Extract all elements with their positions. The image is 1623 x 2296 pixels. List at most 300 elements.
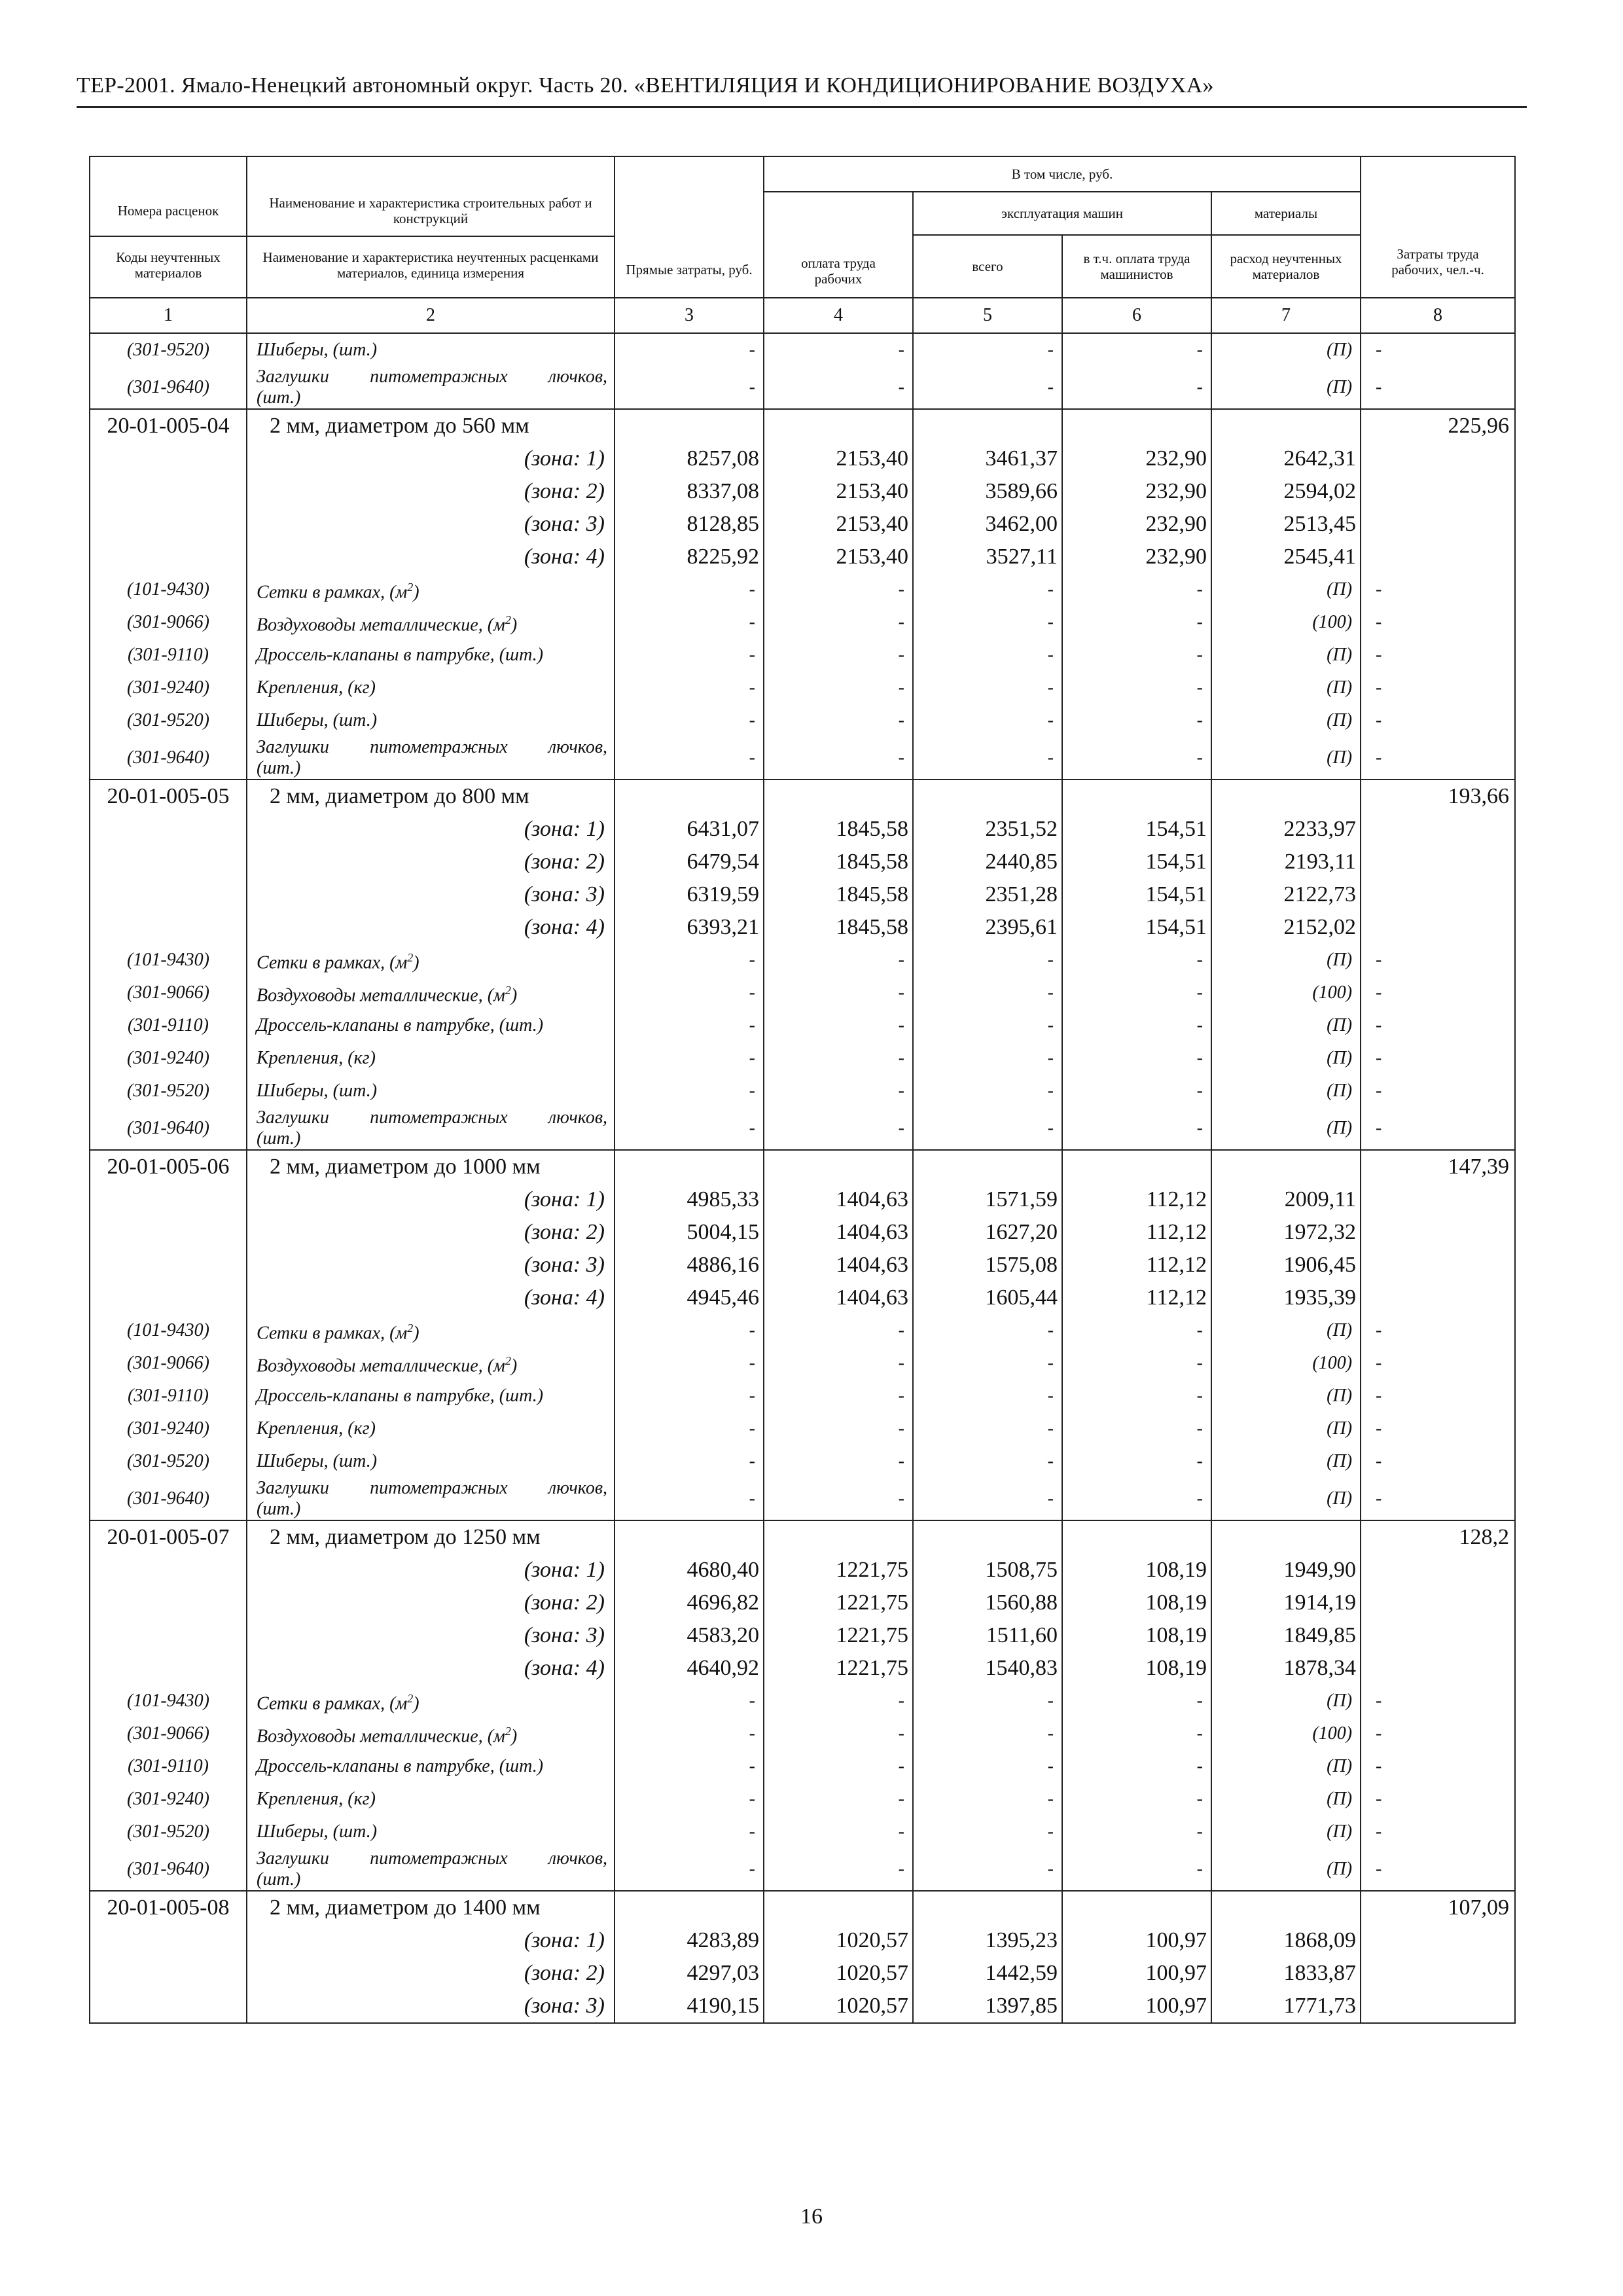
labor-pay: - (764, 1042, 913, 1075)
direct-cost: 8337,08 (615, 475, 764, 508)
machines-total: - (913, 1380, 1062, 1412)
empty-cell (1361, 1554, 1515, 1587)
materials-use: (100) (1211, 1717, 1361, 1750)
material-unit-sup: 2 (407, 1321, 414, 1335)
machines-total: - (913, 977, 1062, 1009)
empty-cell (90, 475, 247, 508)
machines-labor: - (1062, 1009, 1211, 1042)
material-name: Шиберы, (шт.) (247, 1075, 615, 1107)
table-row (90, 409, 1515, 442)
machines-total: - (913, 573, 1062, 606)
labor-pay: - (764, 737, 913, 780)
empty-cell (1361, 846, 1515, 878)
labor-pay: - (764, 1107, 913, 1150)
table-row (90, 1075, 1515, 1107)
table-row (90, 1478, 1515, 1520)
materials-use: (П) (1211, 1848, 1361, 1891)
table-row (90, 1816, 1515, 1848)
machines-total: 1397,85 (913, 1990, 1062, 2023)
empty-cell (764, 409, 913, 442)
header-machines-labor: в т.ч. оплата труда машинистов (1062, 235, 1211, 298)
direct-cost: - (615, 1445, 764, 1478)
machines-total: - (913, 944, 1062, 977)
material-code: (301-9110) (90, 639, 247, 672)
machines-labor: 112,12 (1062, 1183, 1211, 1216)
empty-cell (1361, 1652, 1515, 1685)
material-code: (101-9430) (90, 1685, 247, 1717)
materials-use: 2122,73 (1211, 878, 1361, 911)
empty-cell (615, 1520, 764, 1554)
material-name-tail: ) (510, 985, 518, 1006)
empty-cell (90, 508, 247, 541)
labor-cost: - (1361, 1314, 1515, 1347)
header-rate-numbers: Номера расценок Коды неучтенных материалов (90, 156, 247, 298)
machines-total: 1508,75 (913, 1554, 1062, 1587)
direct-cost: 4680,40 (615, 1554, 764, 1587)
machines-total: - (913, 1107, 1062, 1150)
machines-total: 1511,60 (913, 1619, 1062, 1652)
labor-pay: - (764, 1347, 913, 1380)
rate-code: 20-01-005-05 (90, 780, 247, 813)
table-row (90, 1249, 1515, 1282)
direct-cost: - (615, 1750, 764, 1783)
rate-code: 20-01-005-07 (90, 1520, 247, 1554)
materials-use: 1935,39 (1211, 1282, 1361, 1314)
machines-total: - (913, 639, 1062, 672)
machines-labor: - (1062, 606, 1211, 639)
direct-cost: 4190,15 (615, 1990, 764, 2023)
labor-cost: 128,2 (1361, 1520, 1515, 1554)
machines-labor: - (1062, 1685, 1211, 1717)
machines-labor: 100,97 (1062, 1990, 1211, 2023)
machines-labor: - (1062, 977, 1211, 1009)
direct-cost: - (615, 1380, 764, 1412)
table-row (90, 672, 1515, 704)
machines-labor: - (1062, 1478, 1211, 1520)
machines-total: 1605,44 (913, 1282, 1062, 1314)
table-row (90, 1783, 1515, 1816)
material-name-line: (шт.) (257, 1128, 301, 1149)
labor-pay: 1020,57 (764, 1957, 913, 1990)
table-row (90, 606, 1515, 639)
material-code: (301-9640) (90, 737, 247, 780)
table-row (90, 780, 1515, 813)
labor-cost: - (1361, 1685, 1515, 1717)
empty-cell (90, 1183, 247, 1216)
materials-use: 2594,02 (1211, 475, 1361, 508)
header-rule (77, 106, 1527, 108)
machines-labor: 100,97 (1062, 1957, 1211, 1990)
table-row (90, 1848, 1515, 1891)
material-name-line: (шт.) (257, 387, 301, 408)
empty-cell (913, 1520, 1062, 1554)
direct-cost: - (615, 333, 764, 367)
material-name-text: Сетки в рамках, (м (257, 1693, 408, 1714)
machines-total: 2351,52 (913, 813, 1062, 846)
machines-total: - (913, 672, 1062, 704)
direct-cost: 4297,03 (615, 1957, 764, 1990)
materials-use: (П) (1211, 672, 1361, 704)
machines-total: - (913, 606, 1062, 639)
labor-pay: - (764, 1848, 913, 1891)
machines-total: - (913, 1009, 1062, 1042)
material-name-line: Заглушки питометражных лючков, (257, 1848, 607, 1869)
table-row (90, 475, 1515, 508)
direct-cost: 6319,59 (615, 878, 764, 911)
direct-cost: 4985,33 (615, 1183, 764, 1216)
material-name (247, 1107, 615, 1150)
machines-labor: 100,97 (1062, 1924, 1211, 1957)
machines-total: - (913, 1848, 1062, 1891)
machines-labor: - (1062, 1075, 1211, 1107)
machines-total: - (913, 1685, 1062, 1717)
labor-pay: 1845,58 (764, 813, 913, 846)
material-name (247, 1848, 615, 1891)
direct-cost: 6431,07 (615, 813, 764, 846)
col-number: 6 (1062, 298, 1211, 333)
direct-cost: 4283,89 (615, 1924, 764, 1957)
table-row (90, 1891, 1515, 1924)
machines-labor: 154,51 (1062, 878, 1211, 911)
machines-labor: 108,19 (1062, 1652, 1211, 1685)
machines-total: - (913, 1445, 1062, 1478)
materials-use: 2009,11 (1211, 1183, 1361, 1216)
direct-cost: 4945,46 (615, 1282, 764, 1314)
empty-cell (1361, 1990, 1515, 2023)
machines-total: - (913, 1412, 1062, 1445)
zone-label: (зона: 2) (247, 1587, 615, 1619)
empty-cell (1062, 409, 1211, 442)
machines-labor: 232,90 (1062, 475, 1211, 508)
labor-cost: - (1361, 367, 1515, 409)
direct-cost: - (615, 639, 764, 672)
material-name-text: Воздуховоды металлические, (м (257, 615, 505, 636)
labor-cost: - (1361, 944, 1515, 977)
empty-cell (90, 1619, 247, 1652)
labor-pay: - (764, 672, 913, 704)
machines-total: 1627,20 (913, 1216, 1062, 1249)
machines-total: - (913, 1075, 1062, 1107)
empty-cell (764, 1520, 913, 1554)
table-row (90, 944, 1515, 977)
machines-total: 2440,85 (913, 846, 1062, 878)
empty-cell (1361, 1216, 1515, 1249)
col-number: 3 (615, 298, 764, 333)
material-name-tail: ) (413, 1323, 419, 1344)
labor-cost: - (1361, 1347, 1515, 1380)
materials-use: 1949,90 (1211, 1554, 1361, 1587)
material-name (247, 944, 615, 977)
machines-total: 1540,83 (913, 1652, 1062, 1685)
material-unit-sup: 2 (505, 1724, 511, 1738)
direct-cost: 4583,20 (615, 1619, 764, 1652)
material-name (247, 1314, 615, 1347)
zone-label: (зона: 2) (247, 475, 615, 508)
empty-cell (1361, 1587, 1515, 1619)
labor-cost: - (1361, 1750, 1515, 1783)
labor-pay: - (764, 1075, 913, 1107)
table-row (90, 1150, 1515, 1183)
machines-total: 3461,37 (913, 442, 1062, 475)
materials-use: (100) (1211, 977, 1361, 1009)
material-code: (101-9430) (90, 1314, 247, 1347)
table-row (90, 878, 1515, 911)
materials-use: (П) (1211, 1107, 1361, 1150)
machines-labor: - (1062, 1412, 1211, 1445)
direct-cost: - (615, 573, 764, 606)
labor-cost: - (1361, 1009, 1515, 1042)
material-name: Крепления, (кг) (247, 1412, 615, 1445)
labor-pay: - (764, 1412, 913, 1445)
machines-labor: - (1062, 737, 1211, 780)
machines-total: 3462,00 (913, 508, 1062, 541)
work-name: 2 мм, диаметром до 1400 мм (247, 1891, 615, 1924)
empty-cell (90, 541, 247, 573)
material-unit-sup: 2 (505, 613, 511, 626)
machines-labor: 154,51 (1062, 911, 1211, 944)
empty-cell (90, 1216, 247, 1249)
zone-label: (зона: 4) (247, 541, 615, 573)
materials-use: (П) (1211, 1816, 1361, 1848)
material-name-text: Сетки в рамках, (м (257, 582, 408, 603)
material-name-text: Воздуховоды металлические, (м (257, 985, 505, 1006)
material-name (247, 367, 615, 409)
machines-labor: - (1062, 1347, 1211, 1380)
machines-labor: - (1062, 704, 1211, 737)
empty-cell (90, 1282, 247, 1314)
empty-cell (1211, 1520, 1361, 1554)
table-row (90, 1216, 1515, 1249)
header-labor-cost: Затраты труда рабочих, чел.-ч. (1361, 156, 1515, 298)
labor-pay: 1845,58 (764, 878, 913, 911)
zone-label: (зона: 2) (247, 1957, 615, 1990)
labor-pay: - (764, 704, 913, 737)
table-row (90, 1520, 1515, 1554)
material-name (247, 1685, 615, 1717)
labor-cost: - (1361, 1042, 1515, 1075)
table-row (90, 333, 1515, 367)
zone-label: (зона: 3) (247, 508, 615, 541)
machines-labor: 232,90 (1062, 442, 1211, 475)
table-row (90, 1957, 1515, 1990)
table-row (90, 1652, 1515, 1685)
material-code: (301-9240) (90, 1412, 247, 1445)
materials-use: (100) (1211, 1347, 1361, 1380)
material-code: (101-9430) (90, 944, 247, 977)
material-name-line: (шт.) (257, 758, 301, 778)
material-name: Шиберы, (шт.) (247, 1816, 615, 1848)
materials-use: 2642,31 (1211, 442, 1361, 475)
table-row (90, 1685, 1515, 1717)
machines-total: 1571,59 (913, 1183, 1062, 1216)
machines-labor: - (1062, 1848, 1211, 1891)
material-name-tail: ) (510, 1355, 518, 1376)
labor-pay: - (764, 1717, 913, 1750)
material-name-tail: ) (413, 952, 419, 973)
direct-cost: - (615, 704, 764, 737)
direct-cost: 6393,21 (615, 911, 764, 944)
direct-cost: - (615, 1412, 764, 1445)
zone-label: (зона: 4) (247, 911, 615, 944)
direct-cost: - (615, 977, 764, 1009)
material-name (247, 1717, 615, 1750)
col-number: 2 (247, 298, 615, 333)
machines-total: - (913, 1717, 1062, 1750)
machines-total: - (913, 1347, 1062, 1380)
machines-labor: 112,12 (1062, 1216, 1211, 1249)
header-direct-costs: Прямые затраты, руб. (615, 156, 764, 298)
table-row (90, 1412, 1515, 1445)
direct-cost: - (615, 1685, 764, 1717)
direct-cost: 8225,92 (615, 541, 764, 573)
material-code: (301-9240) (90, 672, 247, 704)
zone-label: (зона: 1) (247, 813, 615, 846)
table-row (90, 1587, 1515, 1619)
material-name-text: Воздуховоды металлические, (м (257, 1726, 505, 1747)
machines-labor: - (1062, 1717, 1211, 1750)
zone-label: (зона: 3) (247, 1990, 615, 2023)
machines-labor: - (1062, 672, 1211, 704)
labor-pay: - (764, 1750, 913, 1783)
direct-cost: - (615, 672, 764, 704)
empty-cell (1361, 1249, 1515, 1282)
direct-cost: - (615, 1075, 764, 1107)
zone-label: (зона: 1) (247, 442, 615, 475)
labor-cost: - (1361, 737, 1515, 780)
empty-cell (764, 1891, 913, 1924)
machines-total: 1395,23 (913, 1924, 1062, 1957)
labor-cost: - (1361, 606, 1515, 639)
page-number: 16 (800, 2204, 823, 2229)
material-name: Дроссель-клапаны в патрубке, (шт.) (247, 1380, 615, 1412)
material-code: (301-9066) (90, 606, 247, 639)
table-row (90, 1183, 1515, 1216)
materials-use: 1906,45 (1211, 1249, 1361, 1282)
material-code: (301-9640) (90, 1848, 247, 1891)
labor-pay: - (764, 944, 913, 977)
materials-use: 2545,41 (1211, 541, 1361, 573)
labor-pay: - (764, 1816, 913, 1848)
empty-cell (1062, 1150, 1211, 1183)
header-materials-use: расход неучтенных материалов (1211, 235, 1361, 298)
labor-pay: 1845,58 (764, 911, 913, 944)
machines-labor: - (1062, 1783, 1211, 1816)
rates-table (89, 156, 1516, 2024)
empty-cell (1361, 813, 1515, 846)
materials-use: 1868,09 (1211, 1924, 1361, 1957)
direct-cost: - (615, 1107, 764, 1150)
labor-cost: - (1361, 1380, 1515, 1412)
material-name (247, 573, 615, 606)
material-code: (301-9066) (90, 1717, 247, 1750)
empty-cell (1361, 1957, 1515, 1990)
empty-cell (90, 1554, 247, 1587)
direct-cost: 8257,08 (615, 442, 764, 475)
machines-total: 1442,59 (913, 1957, 1062, 1990)
labor-cost: - (1361, 672, 1515, 704)
table-row (90, 1042, 1515, 1075)
machines-labor: 108,19 (1062, 1619, 1211, 1652)
page-header: ТЕР-2001. Ямало-Ненецкий автономный округ. Часть 20. «ВЕНТИЛЯЦИЯ И КОНДИЦИОНИРОВАНИЕ ВОЗДУХА» (77, 73, 1214, 98)
material-code: (301-9520) (90, 333, 247, 367)
labor-cost: 225,96 (1361, 409, 1515, 442)
machines-labor: - (1062, 639, 1211, 672)
machines-labor: - (1062, 1750, 1211, 1783)
material-name: Шиберы, (шт.) (247, 1445, 615, 1478)
material-name-line: Заглушки питометражных лючков, (257, 1478, 607, 1498)
machines-labor: 108,19 (1062, 1554, 1211, 1587)
labor-pay: - (764, 1380, 913, 1412)
material-code: (301-9640) (90, 1107, 247, 1150)
zone-label: (зона: 2) (247, 1216, 615, 1249)
direct-cost: 4886,16 (615, 1249, 764, 1282)
table-row (90, 1924, 1515, 1957)
labor-pay: 1845,58 (764, 846, 913, 878)
work-name: 2 мм, диаметром до 1000 мм (247, 1150, 615, 1183)
material-name-text: Сетки в рамках, (м (257, 952, 408, 973)
labor-pay: 1404,63 (764, 1183, 913, 1216)
material-name-tail: ) (510, 1726, 518, 1747)
materials-use: (П) (1211, 1750, 1361, 1783)
table-row (90, 1554, 1515, 1587)
labor-pay: 1404,63 (764, 1216, 913, 1249)
material-name: Крепления, (кг) (247, 1042, 615, 1075)
empty-cell (615, 1891, 764, 1924)
labor-pay: 2153,40 (764, 541, 913, 573)
machines-total: - (913, 367, 1062, 409)
materials-use: (П) (1211, 1380, 1361, 1412)
header-incl: В том числе, руб. (764, 156, 1361, 192)
labor-pay: 1404,63 (764, 1282, 913, 1314)
materials-use: (П) (1211, 1075, 1361, 1107)
material-name-line: (шт.) (257, 1869, 301, 1890)
material-name-line: Заглушки питометражных лючков, (257, 367, 607, 387)
machines-total: - (913, 1750, 1062, 1783)
materials-use: (П) (1211, 1478, 1361, 1520)
machines-total: - (913, 1478, 1062, 1520)
header-machines: эксплуатация машин (913, 192, 1211, 235)
material-code: (301-9520) (90, 704, 247, 737)
labor-cost: 193,66 (1361, 780, 1515, 813)
labor-cost: - (1361, 1075, 1515, 1107)
labor-pay: 1221,75 (764, 1619, 913, 1652)
zone-label: (зона: 3) (247, 1619, 615, 1652)
empty-cell (90, 1990, 247, 2023)
machines-total: - (913, 704, 1062, 737)
zone-label: (зона: 3) (247, 1249, 615, 1282)
labor-cost: - (1361, 333, 1515, 367)
direct-cost: - (615, 1009, 764, 1042)
table-row (90, 508, 1515, 541)
machines-labor: - (1062, 573, 1211, 606)
labor-cost: - (1361, 1107, 1515, 1150)
empty-cell (1211, 1891, 1361, 1924)
table-row (90, 977, 1515, 1009)
machines-labor: - (1062, 333, 1211, 367)
material-code: (301-9520) (90, 1445, 247, 1478)
machines-labor: - (1062, 1445, 1211, 1478)
direct-cost: - (615, 1717, 764, 1750)
material-name: Дроссель-клапаны в патрубке, (шт.) (247, 1750, 615, 1783)
materials-use: (П) (1211, 367, 1361, 409)
labor-pay: 1221,75 (764, 1554, 913, 1587)
work-name: 2 мм, диаметром до 1250 мм (247, 1520, 615, 1554)
labor-cost: - (1361, 1445, 1515, 1478)
work-name: 2 мм, диаметром до 800 мм (247, 780, 615, 813)
material-code: (301-9240) (90, 1783, 247, 1816)
empty-cell (90, 911, 247, 944)
table-row (90, 1717, 1515, 1750)
